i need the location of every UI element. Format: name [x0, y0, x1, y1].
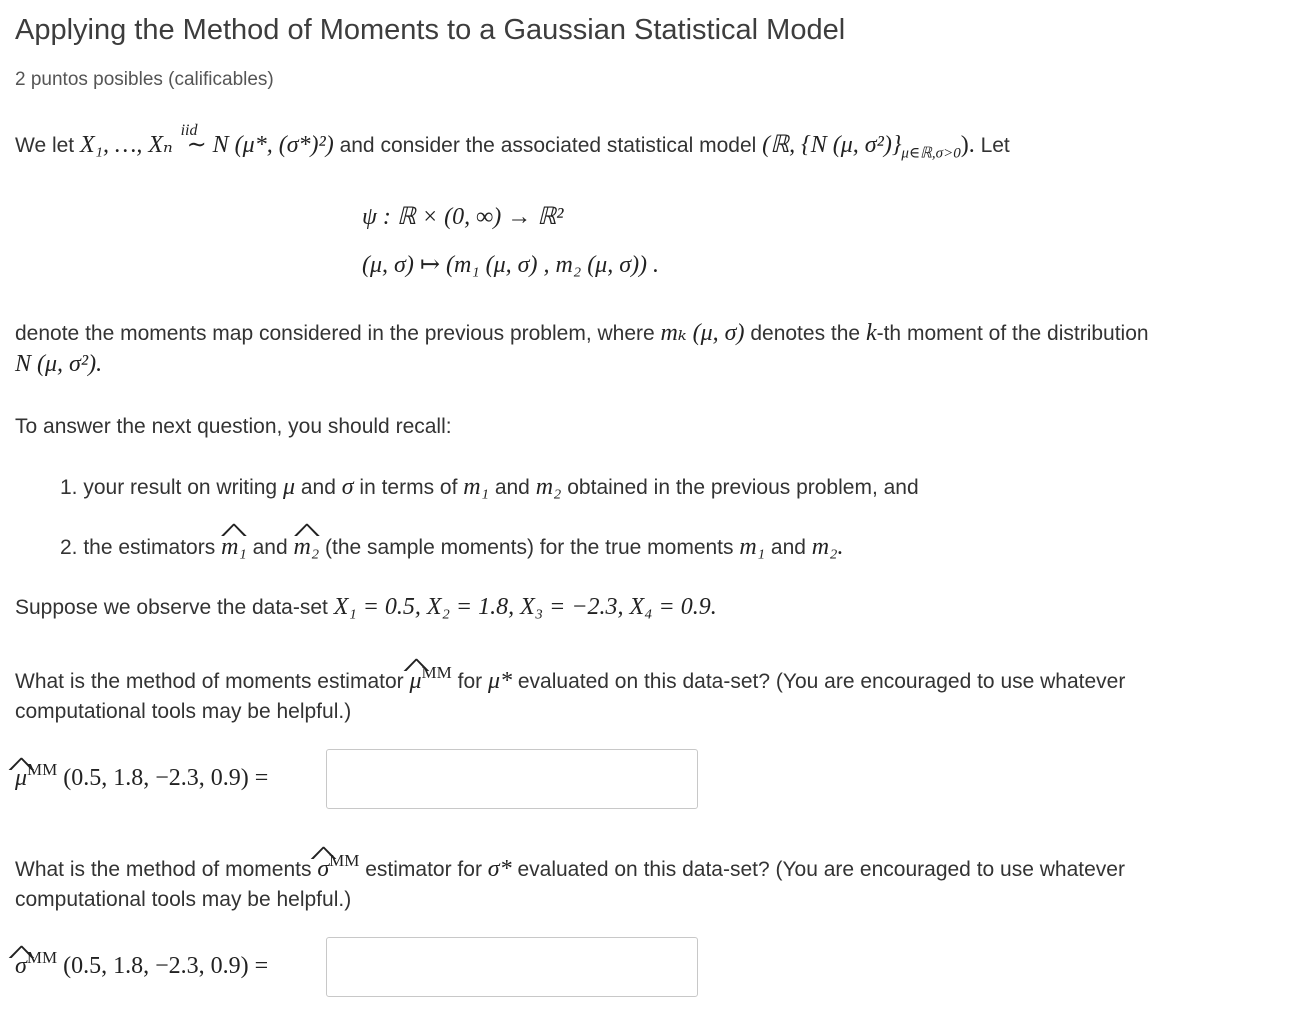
q1-text-d: computational tools may be helpful.) — [15, 700, 352, 724]
recall-item1-sigma: σ — [341, 474, 354, 500]
recall-item2-m1: m₁ — [739, 534, 766, 560]
q1-text-c: evaluated on this data-set? (You are encouraged to use whatever — [517, 670, 1126, 694]
intro-middle: and consider the associated statistical model — [339, 134, 757, 157]
recall-item1-and2: and — [494, 476, 530, 499]
recall-item1-text-b: in terms of — [359, 476, 458, 499]
q1-text-a: What is the method of moments estimator — [15, 670, 404, 694]
recall-item2-text-b: (the sample moments) for the true moments — [325, 536, 734, 559]
q2-target: σ* — [487, 856, 512, 883]
intro-model-end: ). — [960, 132, 975, 158]
recall-item2-m2: m₂. — [811, 534, 844, 560]
question-2-text — [15, 846, 1291, 915]
question-1-text — [15, 658, 1291, 727]
dataset-lead: Suppose we observe the data-set — [15, 596, 328, 619]
recall-item-2 — [60, 532, 843, 563]
q2-text-a: What is the method of moments — [15, 858, 312, 882]
page-title: Applying the Method of Moments to a Gaussian Statistical Model — [15, 14, 846, 46]
q2-answer-label — [15, 948, 268, 980]
q2-label-args: (0.5, 1.8, −2.3, 0.9) = — [63, 953, 269, 980]
points-label: 2 puntos posibles (calificables) — [15, 69, 274, 90]
q2-text-c: evaluated on this data-set? (You are encouraged to use whatever — [517, 858, 1125, 882]
recall-item2-m2hat: ^ m₂ — [294, 532, 320, 562]
recall-item2-and2: and — [770, 536, 806, 559]
q1-label-sup: MM — [27, 760, 58, 779]
q2-text-d: computational tools may be helpful.) — [15, 888, 352, 912]
recall-item1-text-a: 1. your result on writing — [60, 476, 278, 499]
q1-answer-label — [15, 760, 268, 792]
sigma-estimate-input[interactable] — [326, 937, 698, 997]
intro-x-seq: X₁, …, Xₙ — [79, 132, 173, 158]
recall-item1-m2: m₂ — [535, 474, 562, 500]
moments-text-3: -th moment of the distribution — [876, 322, 1149, 345]
dataset-paragraph — [15, 592, 717, 623]
q1-label-symbol: ^ μ — [15, 765, 27, 792]
moments-dist: N (μ, σ²). — [15, 351, 103, 377]
q1-target: μ* — [487, 668, 513, 695]
moments-text-1: denote the moments map considered in the previous problem, where — [15, 322, 655, 345]
recall-item1-m1: m₁ — [463, 474, 489, 500]
recall-item-1 — [60, 472, 919, 503]
intro-dist: ∼ N (μ*, (σ*)²) — [186, 132, 334, 158]
intro-paragraph — [15, 122, 1010, 168]
q1-text-b: for — [457, 670, 483, 694]
q2-text-b: estimator for — [365, 858, 482, 882]
intro-model-sub: μ∈ℝ,σ>0 — [901, 145, 961, 162]
q1-estimator: ^ μ — [410, 666, 422, 696]
moments-text-2: denotes the — [750, 322, 861, 345]
intro-we-let: We let — [15, 134, 75, 157]
recall-item2-m1hat: ^ m₁ — [221, 532, 247, 562]
q2-label-sup: MM — [26, 948, 58, 967]
q1-estimator-sup: MM — [421, 663, 452, 682]
intro-model: (ℝ, {N (μ, σ²)} — [762, 132, 902, 158]
moments-mk: mₖ (μ, σ) — [660, 320, 745, 346]
dataset-values: X₁ = 0.5, X₂ = 1.8, X₃ = −2.3, X₄ = 0.9. — [333, 594, 717, 620]
moments-k: k — [865, 320, 877, 346]
recall-item2-text-a: 2. the estimators — [60, 536, 216, 559]
recall-item2-and: and — [252, 536, 288, 559]
map-definition-line1: ψ : ℝ × (0, ∞) → ℝ² — [362, 204, 564, 230]
q1-label-args: (0.5, 1.8, −2.3, 0.9) = — [63, 765, 269, 792]
mu-estimate-input[interactable] — [326, 749, 698, 809]
q2-label-symbol: ^ σ — [15, 953, 27, 980]
q2-estimator: ^ σ — [317, 854, 329, 884]
map-definition-line2: (μ, σ) ↦ (m₁ (μ, σ) , m₂ (μ, σ)) . — [362, 252, 660, 278]
recall-item1-text-c: obtained in the previous problem, and — [567, 476, 919, 499]
intro-let: Let — [980, 134, 1010, 157]
moments-paragraph — [15, 318, 1291, 380]
recall-item1-mu: μ — [282, 474, 295, 500]
intro-iid: iid — [180, 122, 198, 139]
q2-estimator-sup: MM — [329, 851, 360, 870]
recall-intro: To answer the next question, you should recall: — [15, 415, 452, 438]
recall-item1-and: and — [300, 476, 336, 499]
